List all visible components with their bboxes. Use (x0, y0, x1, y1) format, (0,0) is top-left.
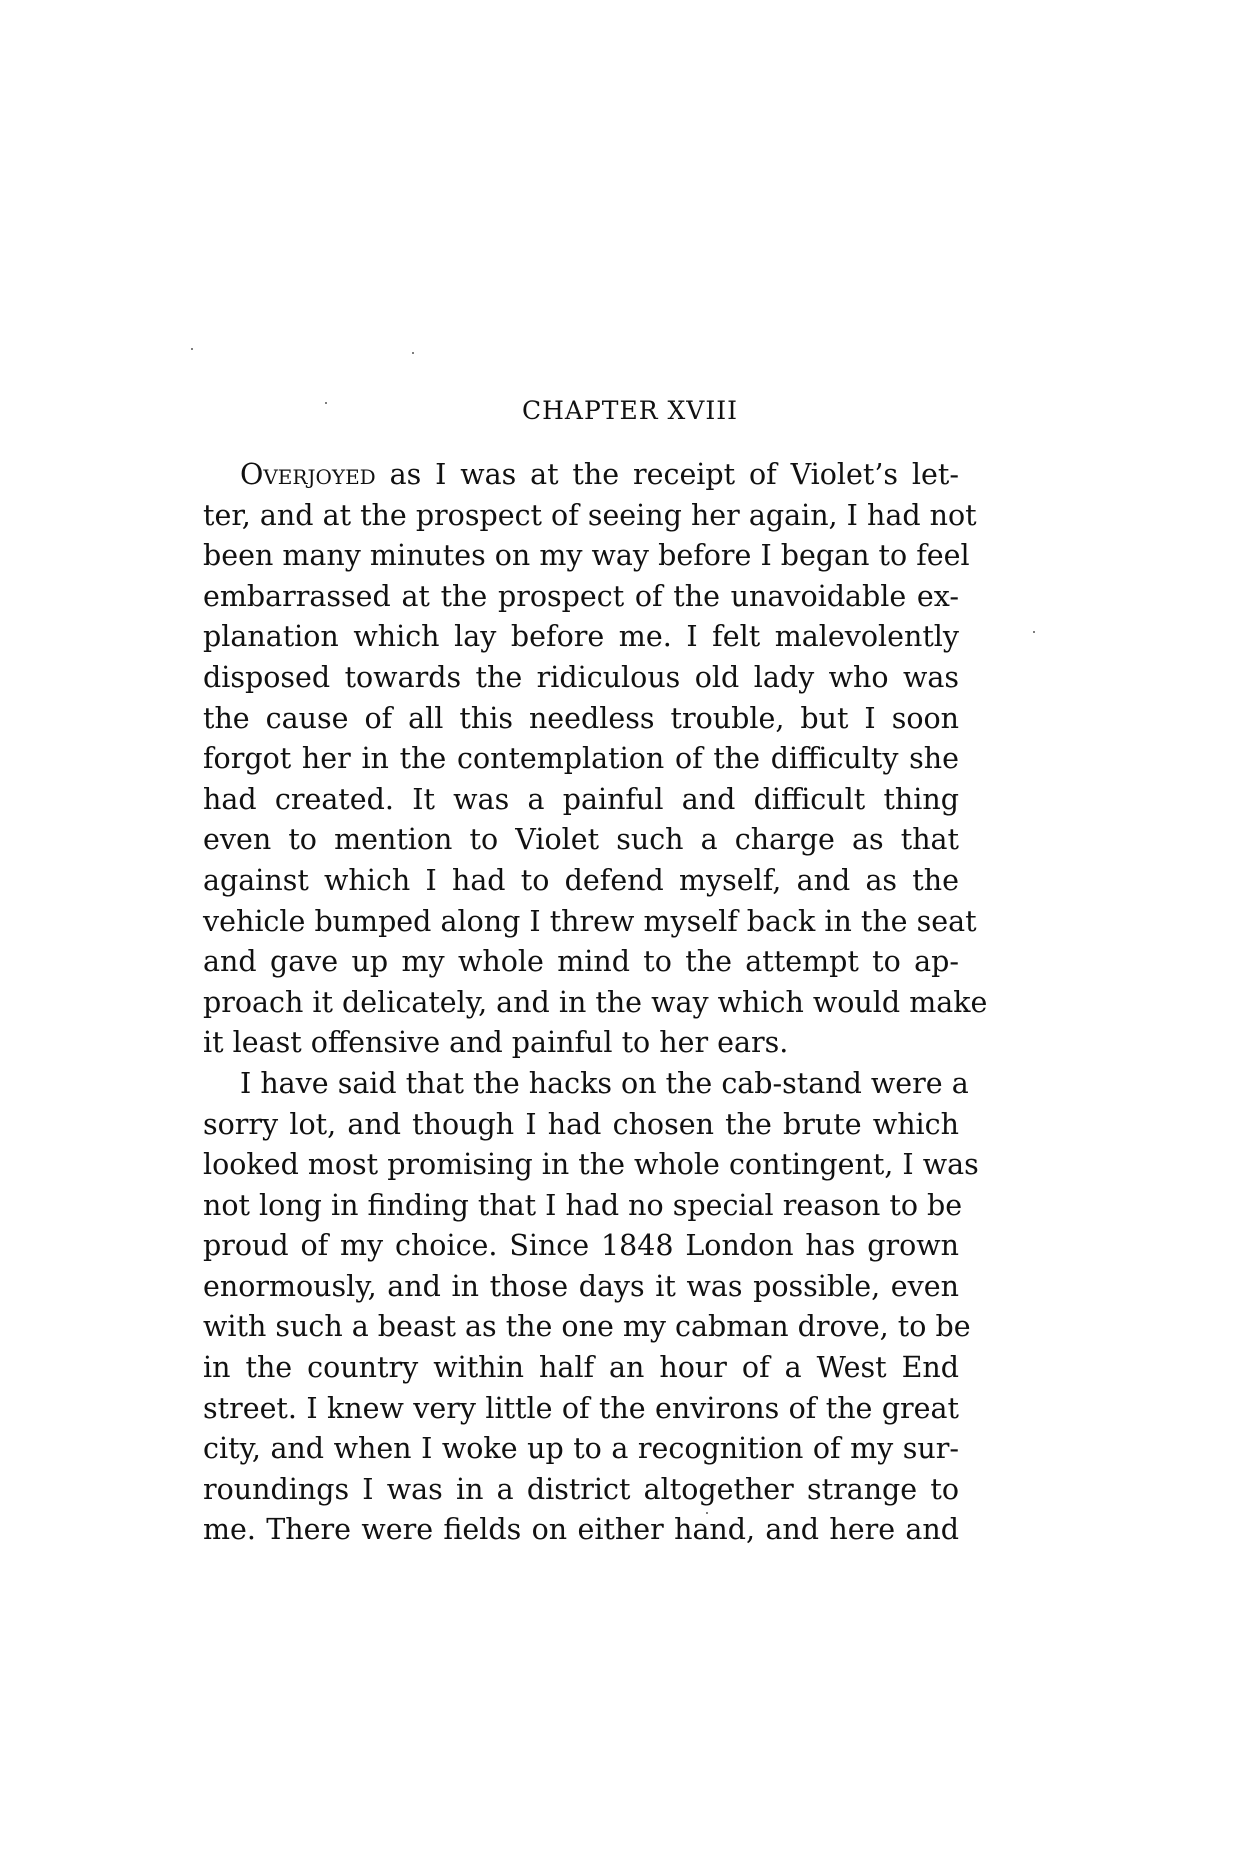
scan-speck (412, 352, 414, 354)
body-text (203, 455, 988, 1551)
text-line: street. I knew very little of the environs of the great (203, 1391, 959, 1425)
lead-word: Overjoyed (240, 458, 376, 491)
chapter-heading: CHAPTER XVIII (522, 396, 738, 425)
text-line: with such a beast as the one my cabman drove, to be (203, 1310, 971, 1344)
text-line: I have said that the hacks on the cab-stand were a (240, 1066, 969, 1100)
text-line: disposed towards the ridiculous old lady who was (203, 660, 959, 694)
text-line: sorry lot, and though I had chosen the brute which (203, 1107, 959, 1141)
text-line: even to mention to Violet such a charge as that (203, 823, 959, 857)
text-line: proud of my choice. Since 1848 London has grown (203, 1229, 959, 1263)
text-line: planation which lay before me. I felt malevolently (203, 620, 959, 654)
scan-speck (1033, 631, 1035, 633)
text-line: been many minutes on my way before I began to feel (203, 539, 970, 573)
text-line: it least offensive and painful to her ears. (203, 1026, 789, 1060)
text-line: vehicle bumped along I threw myself back in the seat (203, 904, 977, 938)
text-line: had created. It was a painful and difficult thing (203, 782, 959, 816)
text-line: against which I had to defend myself, and as the (203, 863, 959, 897)
text-line: and gave up my whole mind to the attempt to ap- (203, 945, 959, 979)
text-line: proach it delicately, and in the way which would make (203, 985, 988, 1019)
text-line: roundings I was in a district altogether strange to (203, 1472, 959, 1506)
text-line: city, and when I woke up to a recognition of my sur- (203, 1432, 959, 1466)
text-line: looked most promising in the whole contingent, I was (203, 1148, 979, 1182)
text-line: me. There were fields on either hand, and here and (203, 1513, 959, 1547)
text-line: the cause of all this needless trouble, but I soon (203, 701, 959, 735)
text-line: enormously, and in those days it was possible, even (203, 1269, 959, 1303)
text-line: embarrassed at the prospect of the unavoidable ex- (203, 579, 959, 613)
text-line: not long in finding that I had no special reason to be (203, 1188, 963, 1222)
text-line: in the country within half an hour of a West End (203, 1351, 959, 1385)
text-line: Overjoyed as I was at the receipt of Violet’s let- (240, 458, 959, 491)
text-line: ter, and at the prospect of seeing her again, I had not (203, 498, 977, 532)
scan-speck (191, 348, 193, 350)
paragraph-1 (203, 455, 988, 1064)
text-line: forgot her in the contemplation of the difficulty she (203, 742, 959, 776)
paragraph-2 (203, 1064, 979, 1551)
